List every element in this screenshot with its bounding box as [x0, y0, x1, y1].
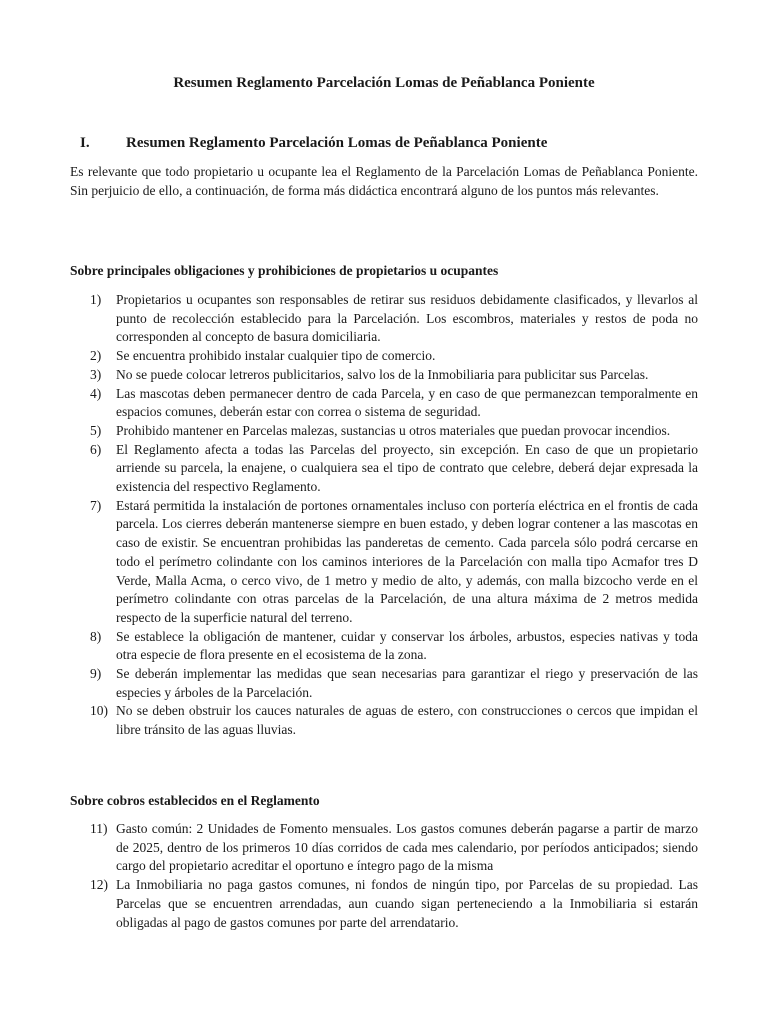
- list-item-text: La Inmobiliaria no paga gastos comunes, ni fondos de ningún tipo, por Parcelas de su propiedad. Las Parcelas que se encuentren arrendadas, aun cuando sigan perteneciendo a la Inmobiliaria si estarán obligadas al pago de gastos comunes por parte del arrendatario.: [116, 877, 698, 930]
- list-item-number: 12): [90, 877, 108, 893]
- intro-paragraph: Es relevante que todo propietario u ocupante lea el Reglamento de la Parcelación Lomas de Peñablanca Poniente. Sin perjuicio de ello, a continuación, de forma más didáctica encontrará alguno de los puntos más relevantes.: [70, 164, 698, 198]
- section-title: Resumen Reglamento Parcelación Lomas de Peñablanca Poniente: [126, 135, 548, 151]
- list-item: [70, 628, 698, 665]
- list-item-number: 5): [90, 422, 102, 438]
- list-item-number: 10): [90, 703, 108, 719]
- list-item: [70, 347, 698, 366]
- list-item-text: Gasto común: 2 Unidades de Fomento mensuales. Los gastos comunes deberán pagarse a partir de marzo de 2025, dentro de los primeros 10 días corridos de cada mes calendario, por períodos anticipados; siendo cargo del propietario acreditar el oportuno e íntegro pago de la misma: [116, 821, 698, 874]
- list-item: [70, 291, 698, 347]
- list-item-text: Se encuentra prohibido instalar cualquier tipo de comercio.: [116, 348, 436, 364]
- obligations-heading: Sobre principales obligaciones y prohibiciones de propietarios u ocupantes: [70, 263, 499, 278]
- charges-list: [70, 820, 698, 932]
- list-item-number: 8): [90, 628, 102, 644]
- list-item-number: 7): [90, 497, 102, 513]
- list-item-text: No se deben obstruir los cauces naturales de aguas de estero, con construcciones o cercos que impidan el libre tránsito de las aguas lluvias.: [116, 703, 698, 738]
- list-item-text: Prohibido mantener en Parcelas malezas, sustancias u otros materiales que puedan provocar incendios.: [116, 422, 671, 438]
- document-title: Resumen Reglamento Parcelación Lomas de Peñablanca Poniente: [173, 75, 595, 91]
- list-item-text: No se puede colocar letreros publicitarios, salvo los de la Inmobiliaria para publicitar sus Parcelas.: [116, 366, 649, 382]
- list-item: [70, 665, 698, 702]
- list-item: [70, 385, 698, 422]
- charges-heading: Sobre cobros establecidos en el Reglamento: [70, 793, 320, 808]
- list-item-text: El Reglamento afecta a todas las Parcelas del proyecto, sin excepción. En caso de que un propietario arriende su parcela, la enajene, o cualquiera sea el tipo de contrato que celebre, deberá dejar expresada la existencia del respectivo Reglamento.: [116, 441, 698, 495]
- list-item-number: 2): [90, 348, 102, 364]
- list-item-number: 11): [90, 821, 108, 836]
- section-heading: [80, 133, 547, 153]
- list-item: [70, 876, 698, 932]
- list-item-number: 4): [90, 385, 102, 401]
- section-number: I.: [80, 135, 90, 151]
- list-item: [70, 820, 698, 876]
- list-item-text: Se establece la obligación de mantener, cuidar y conservar los árboles, arbustos, especies nativas y toda otra especie de flora presente en el ecosistema de la zona.: [116, 628, 698, 663]
- list-item-text: Se deberán implementar las medidas que sean necesarias para garantizar el riego y preservación de las especies y árboles de la Parcelación.: [116, 666, 698, 700]
- list-item: [70, 497, 698, 628]
- list-item-text: Las mascotas deben permanecer dentro de cada Parcela, y en caso de que permanezcan temporalmente en espacios comunes, deberán estar con correa o sistema de seguridad.: [116, 385, 698, 420]
- list-item: [70, 441, 698, 497]
- list-item-number: 6): [90, 441, 102, 457]
- list-item: [70, 366, 698, 385]
- list-item-text: Propietarios u ocupantes son responsables de retirar sus residuos debidamente clasificados, y llevarlos al punto de recolección establecido para la Parcelación. Los escombros, materiales y restos de poda no corresponden al concepto de basura domiciliaria.: [116, 292, 698, 345]
- list-item-number: 9): [90, 666, 102, 682]
- list-item: [70, 422, 698, 441]
- list-item-number: 1): [90, 292, 102, 307]
- list-item: [70, 702, 698, 739]
- list-item-number: 3): [90, 366, 102, 382]
- list-item-text: Estará permitida la instalación de portones ornamentales incluso con portería eléctrica en el frontis de cada parcela. Los cierres deberán mantenerse siempre en buen estado, y deben lograr contener a las mascotas en caso de existir. Se encuentran prohibidas las panderetas de cemento. Cada parcela sólo podrá cercarse en todo el perímetro colindante con los caminos interiores de la Parcelación con malla tipo Acmafor tres D Verde, Malla Acma, o cerco vivo, de 1 metro y medio de alto, y además, con malla bizcocho verde en el perímetro colindante con otras parcelas de la Parcelación, de una altura máxima de 2 metros medida respecto de la superficie natural del terreno.: [116, 497, 698, 625]
- obligations-list: [70, 291, 698, 740]
